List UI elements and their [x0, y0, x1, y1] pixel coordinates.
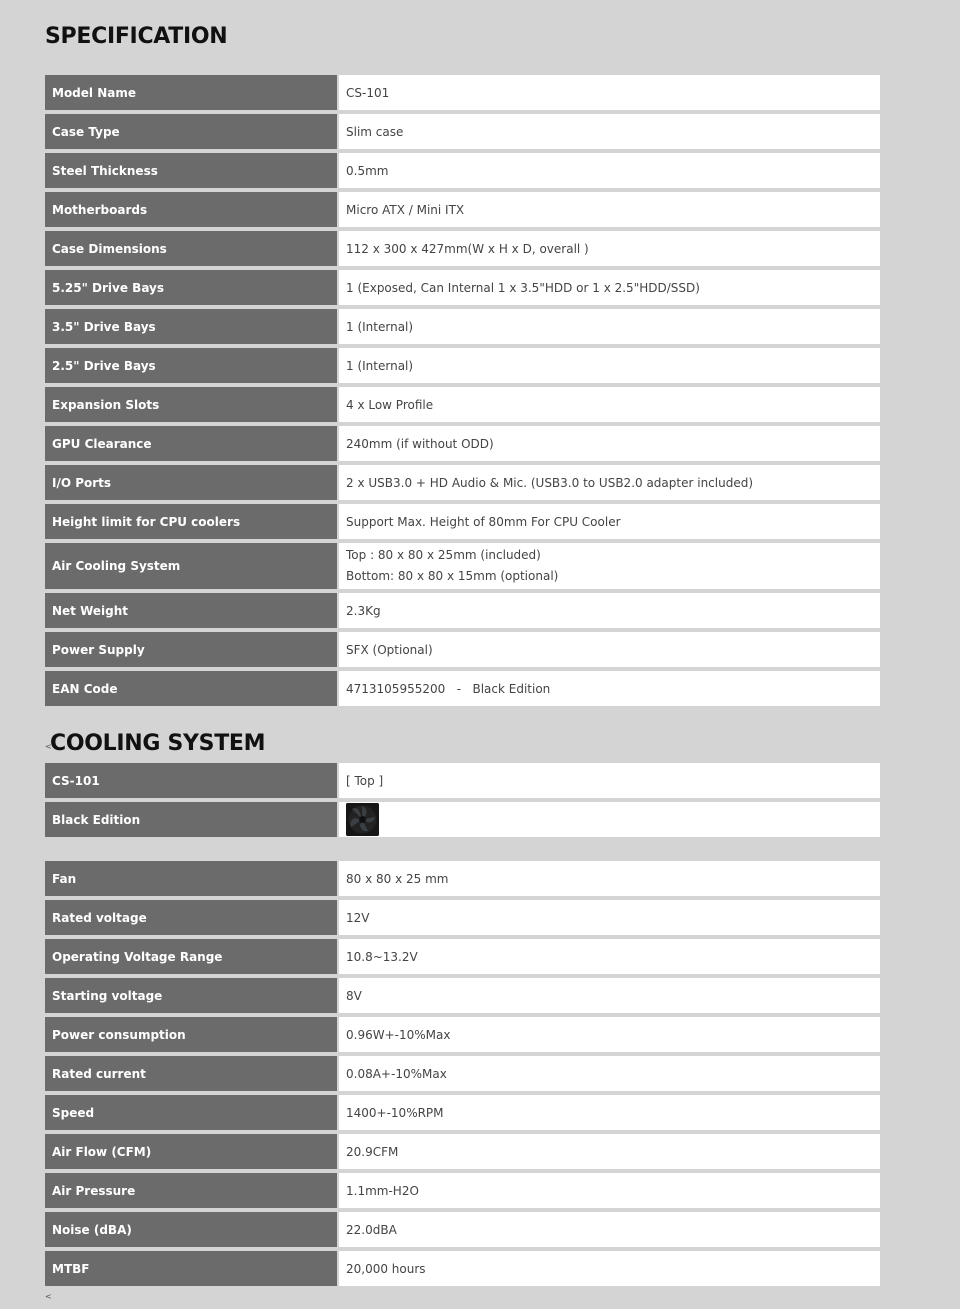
row-value: 2.3Kg	[337, 593, 880, 628]
row-value: 10.8~13.2V	[337, 939, 880, 974]
row-label: Steel Thickness	[45, 153, 337, 188]
table-row	[45, 1095, 880, 1130]
table-row	[45, 1173, 880, 1208]
row-label: MTBF	[45, 1251, 337, 1286]
row-value: 20,000 hours	[337, 1251, 880, 1286]
row-label: Rated voltage	[45, 900, 337, 935]
table-row	[45, 632, 880, 667]
fan-image-icon	[346, 803, 379, 836]
row-value	[337, 543, 880, 589]
row-value: Slim case	[337, 114, 880, 149]
row-label: CS-101	[45, 763, 337, 798]
row-value: SFX (Optional)	[337, 632, 880, 667]
table-row	[45, 231, 880, 266]
row-value: 4 x Low Profile	[337, 387, 880, 422]
row-value: 12V	[337, 900, 880, 935]
row-label: Net Weight	[45, 593, 337, 628]
row-value: 0.08A+-10%Max	[337, 1056, 880, 1091]
row-label: Noise (dBA)	[45, 1212, 337, 1247]
specification-table	[45, 71, 880, 710]
row-value: CS-101	[337, 75, 880, 110]
table-row	[45, 1251, 880, 1286]
row-value: Support Max. Height of 80mm For CPU Cooler	[337, 504, 880, 539]
row-value: 20.9CFM	[337, 1134, 880, 1169]
specification-heading: SPECIFICATION	[45, 24, 228, 49]
table-row	[45, 1212, 880, 1247]
table-row	[45, 465, 880, 500]
row-label: Case Type	[45, 114, 337, 149]
table-row	[45, 114, 880, 149]
row-label: I/O Ports	[45, 465, 337, 500]
row-label: 5.25" Drive Bays	[45, 270, 337, 305]
cooling-spec-table	[45, 857, 880, 1290]
row-label: Power Supply	[45, 632, 337, 667]
row-label: Rated current	[45, 1056, 337, 1091]
row-value: Micro ATX / Mini ITX	[337, 192, 880, 227]
row-label: Expansion Slots	[45, 387, 337, 422]
table-row	[45, 978, 880, 1013]
table-row	[45, 593, 880, 628]
row-value: 240mm (if without ODD)	[337, 426, 880, 461]
table-row	[45, 802, 880, 837]
row-value: 1400+-10%RPM	[337, 1095, 880, 1130]
row-label: 2.5" Drive Bays	[45, 348, 337, 383]
table-row	[45, 861, 880, 896]
row-value: 8V	[337, 978, 880, 1013]
table-row	[45, 270, 880, 305]
table-row	[45, 192, 880, 227]
row-value: 22.0dBA	[337, 1212, 880, 1247]
row-label: Starting voltage	[45, 978, 337, 1013]
row-label: Air Flow (CFM)	[45, 1134, 337, 1169]
row-label: Air Cooling System	[45, 543, 337, 589]
row-label: Case Dimensions	[45, 231, 337, 266]
row-value: 2 x USB3.0 + HD Audio & Mic. (USB3.0 to USB2.0 adapter included)	[337, 465, 880, 500]
row-value: 80 x 80 x 25 mm	[337, 861, 880, 896]
row-label: GPU Clearance	[45, 426, 337, 461]
row-label: Height limit for CPU coolers	[45, 504, 337, 539]
table-row	[45, 1056, 880, 1091]
table-row	[45, 309, 880, 344]
table-row	[45, 348, 880, 383]
row-value: 1 (Internal)	[337, 348, 880, 383]
row-label: Black Edition	[45, 802, 337, 837]
row-value: 0.5mm	[337, 153, 880, 188]
section-mark: <	[45, 742, 52, 751]
table-row	[45, 543, 880, 589]
row-value-line: Bottom: 80 x 80 x 15mm (optional)	[346, 569, 559, 583]
row-value	[337, 802, 880, 837]
row-label: Power consumption	[45, 1017, 337, 1052]
table-row	[45, 153, 880, 188]
row-value: 4713105955200 - Black Edition	[337, 671, 880, 706]
row-label: Air Pressure	[45, 1173, 337, 1208]
table-row	[45, 387, 880, 422]
row-value: 112 x 300 x 427mm(W x H x D, overall )	[337, 231, 880, 266]
table-row	[45, 763, 880, 798]
row-value: 1 (Internal)	[337, 309, 880, 344]
footer-mark: <	[45, 1292, 52, 1301]
table-row	[45, 1017, 880, 1052]
row-value: 1.1mm-H2O	[337, 1173, 880, 1208]
table-row	[45, 900, 880, 935]
row-label: Fan	[45, 861, 337, 896]
row-label: EAN Code	[45, 671, 337, 706]
table-row	[45, 671, 880, 706]
row-label: Operating Voltage Range	[45, 939, 337, 974]
row-label: Speed	[45, 1095, 337, 1130]
table-row	[45, 504, 880, 539]
row-value: 0.96W+-10%Max	[337, 1017, 880, 1052]
table-row	[45, 75, 880, 110]
cooling-header-table	[45, 759, 880, 841]
row-value: [ Top ]	[337, 763, 880, 798]
row-label: 3.5" Drive Bays	[45, 309, 337, 344]
table-row	[45, 1134, 880, 1169]
row-value: 1 (Exposed, Can Internal 1 x 3.5"HDD or 1 x 2.5"HDD/SSD)	[337, 270, 880, 305]
row-label: Motherboards	[45, 192, 337, 227]
row-value-line: Top : 80 x 80 x 25mm (included)	[346, 548, 541, 562]
table-row	[45, 426, 880, 461]
cooling-system-heading: COOLING SYSTEM	[50, 731, 266, 756]
row-label: Model Name	[45, 75, 337, 110]
table-row	[45, 939, 880, 974]
